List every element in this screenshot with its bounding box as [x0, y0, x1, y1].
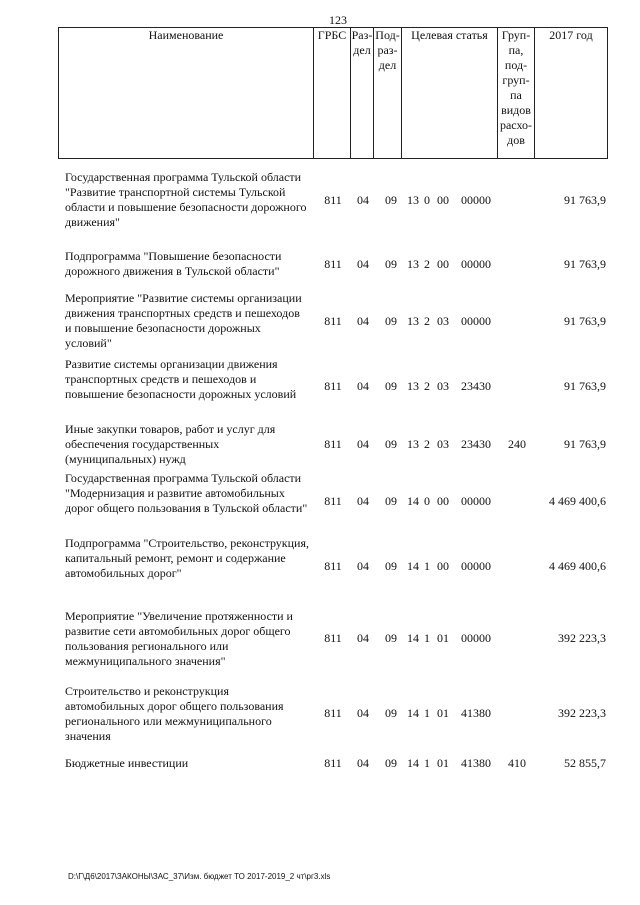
header-article-label: Целевая статья — [411, 28, 488, 42]
row-subprogram: 0 — [424, 193, 430, 207]
header-grbs-label: ГРБС — [317, 28, 347, 42]
row-razdel: 04 — [357, 706, 369, 720]
row-program: 13 — [407, 193, 419, 207]
header-name-label: Наименование — [148, 28, 224, 42]
row-direction: 00000 — [461, 559, 491, 573]
row-event: 03 — [437, 314, 449, 328]
row-razdel: 04 — [357, 314, 369, 328]
row-podrazdel: 09 — [385, 706, 397, 720]
row-program: 14 — [407, 756, 419, 770]
row-program: 13 — [407, 437, 419, 451]
row-amount: 392 223,3 — [558, 706, 606, 720]
row-amount: 91 763,9 — [564, 437, 606, 451]
row-amount: 392 223,3 — [558, 631, 606, 645]
row-subprogram: 1 — [424, 631, 430, 645]
row-podrazdel: 09 — [385, 193, 397, 207]
row-podrazdel: 09 — [385, 379, 397, 393]
row-event: 03 — [437, 437, 449, 451]
row-direction: 41380 — [461, 756, 491, 770]
row-program: 13 — [407, 257, 419, 271]
header-article — [401, 27, 497, 159]
row-subprogram: 1 — [424, 706, 430, 720]
row-program: 14 — [407, 706, 419, 720]
row-podrazdel: 09 — [385, 314, 397, 328]
row-program: 14 — [407, 559, 419, 573]
row-subprogram: 0 — [424, 494, 430, 508]
row-amount: 91 763,9 — [564, 257, 606, 271]
row-podrazdel: 09 — [385, 559, 397, 573]
row-program: 14 — [407, 494, 419, 508]
row-grbs: 811 — [324, 559, 342, 573]
row-name: Развитие системы организации движения транспортных средств и пешеходов и повышение безопасности дорожных условий — [65, 357, 297, 401]
row-grbs: 811 — [324, 631, 342, 645]
row-direction: 00000 — [461, 631, 491, 645]
row-razdel: 04 — [357, 756, 369, 770]
header-name — [58, 27, 313, 159]
row-event: 03 — [437, 379, 449, 393]
row-subprogram: 1 — [424, 559, 430, 573]
row-razdel: 04 — [357, 559, 369, 573]
row-group: 410 — [508, 756, 526, 770]
row-amount: 52 855,7 — [564, 756, 606, 770]
row-amount: 91 763,9 — [564, 379, 606, 393]
row-grbs: 811 — [324, 257, 342, 271]
header-podrazdel-label: Под- раз- дел — [375, 28, 400, 72]
row-event: 00 — [437, 494, 449, 508]
row-group: 240 — [508, 437, 526, 451]
row-grbs: 811 — [324, 437, 342, 451]
row-program: 13 — [407, 379, 419, 393]
row-podrazdel: 09 — [385, 756, 397, 770]
file-path-footer: D:\Г\Д6\2017\ЗАКОНЫ\ЗАС_37\Изм. бюджет ТО 2017-2019_2 чт\рг3.xls — [68, 872, 331, 881]
header-grbs — [313, 27, 350, 159]
row-name: Бюджетные инвестиции — [65, 756, 189, 770]
row-direction: 00000 — [461, 314, 491, 328]
row-podrazdel: 09 — [385, 437, 397, 451]
row-program: 13 — [407, 314, 419, 328]
row-podrazdel: 09 — [385, 494, 397, 508]
row-name: Государственная программа Тульской области "Модернизация и развитие автомобильных дорог общего пользования в Тульской области" — [65, 471, 308, 515]
table-header — [58, 27, 608, 159]
header-podrazdel — [373, 27, 401, 159]
row-program: 14 — [407, 631, 419, 645]
row-amount: 91 763,9 — [564, 314, 606, 328]
row-name: Мероприятие "Развитие системы организации движения транспортных средств и пешеходов и повышение безопасности дорожных условий" — [65, 291, 302, 350]
row-grbs: 811 — [324, 379, 342, 393]
row-event: 00 — [437, 193, 449, 207]
row-name: Подпрограмма "Строительство, реконструкция, капитальный ремонт, ремонт и содержание автомобильных дорог" — [65, 536, 309, 580]
row-grbs: 811 — [324, 494, 342, 508]
row-name: Мероприятие "Увеличение протяженности и развитие сети автомобильных дорог общего пользования регионального или межмуниципального значения" — [65, 609, 293, 668]
row-subprogram: 2 — [424, 437, 430, 451]
row-direction: 41380 — [461, 706, 491, 720]
row-amount: 4 469 400,6 — [549, 494, 606, 508]
row-razdel: 04 — [357, 379, 369, 393]
row-subprogram: 2 — [424, 257, 430, 271]
row-razdel: 04 — [357, 631, 369, 645]
row-name: Иные закупки товаров, работ и услуг для обеспечения государственных (муниципальных) нужд — [65, 422, 276, 466]
row-subprogram: 2 — [424, 379, 430, 393]
row-event: 01 — [437, 756, 449, 770]
row-event: 01 — [437, 706, 449, 720]
row-podrazdel: 09 — [385, 257, 397, 271]
row-direction: 00000 — [461, 257, 491, 271]
row-direction: 00000 — [461, 494, 491, 508]
row-amount: 91 763,9 — [564, 193, 606, 207]
header-group — [497, 27, 534, 159]
row-grbs: 811 — [324, 756, 342, 770]
header-razdel-label: Раз- дел — [351, 28, 373, 57]
row-grbs: 811 — [324, 706, 342, 720]
row-event: 01 — [437, 631, 449, 645]
header-year-label: 2017 год — [549, 28, 593, 42]
row-razdel: 04 — [357, 257, 369, 271]
row-direction: 00000 — [461, 193, 491, 207]
row-name: Государственная программа Тульской области "Развитие транспортной системы Тульской области и повышение безопасности дорожного движения" — [65, 170, 307, 229]
row-direction: 23430 — [461, 437, 491, 451]
header-razdel — [350, 27, 373, 159]
row-name: Подпрограмма "Повышение безопасности дорожного движения в Тульской области" — [65, 249, 282, 278]
row-grbs: 811 — [324, 193, 342, 207]
row-razdel: 04 — [357, 437, 369, 451]
row-subprogram: 2 — [424, 314, 430, 328]
page-number: 123 — [329, 13, 347, 27]
row-direction: 23430 — [461, 379, 491, 393]
row-subprogram: 1 — [424, 756, 430, 770]
row-name: Строительство и реконструкция автомобильных дорог общего пользования регионального или межмуниципального значения — [65, 684, 284, 743]
row-razdel: 04 — [357, 193, 369, 207]
row-amount: 4 469 400,6 — [549, 559, 606, 573]
row-grbs: 811 — [324, 314, 342, 328]
header-group-label: Груп- па, под- груп- па видов расхо- дов — [499, 28, 533, 147]
row-razdel: 04 — [357, 494, 369, 508]
row-event: 00 — [437, 257, 449, 271]
row-podrazdel: 09 — [385, 631, 397, 645]
header-year — [534, 27, 608, 159]
row-event: 00 — [437, 559, 449, 573]
